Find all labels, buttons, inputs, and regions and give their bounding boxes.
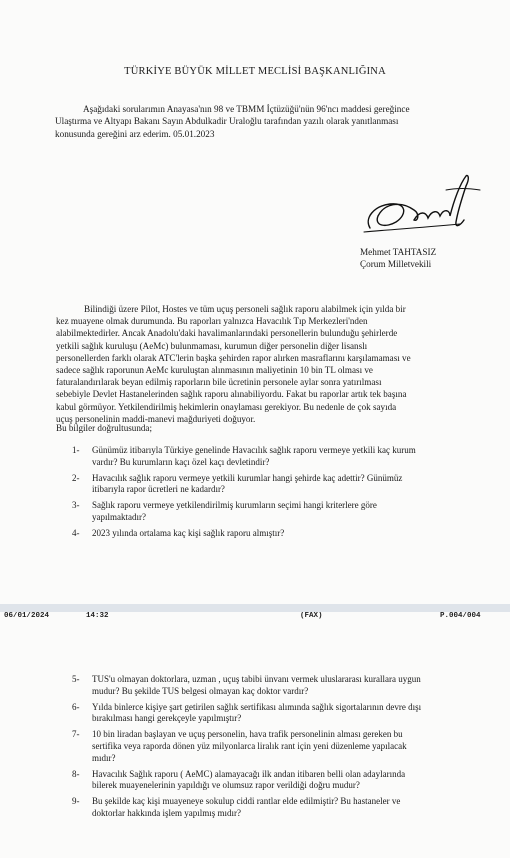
questions-lead: Bu bilgiler doğrultusunda;: [56, 423, 152, 433]
body-paragraph: Bilindiği üzere Pilot, Hostes ve tüm uçuş personeli sağlık raporu alabilmek için yılda bir kez muayene olmak durumunda. Bu raporları yalnızca Havacılık Tıp Merkezleri'nden alabilmektedirler. Ancak Anadolu'daki havalimanlarındaki personellerin bulunduğu şehirlerde yetkili sağlık kuruluşu (AeMc) bulunmaması, kurumun diğer personelin diğer lisanslı personellerden farklı olarak ATC'lerin başka şehirden rapor alırken masraflarını karşılamaması ve sadece sağlık raporunun AeMc kuruluştan alınmasının maliyetinin 10 bin TL olması ve faturalandırılarak beyan edilmiş raporların bile ücretinin personele aylar sonra yatırılması sebebiyle Devlet Hastanelerinden sağlık raporu alınabiliyordu. Fakat bu raporlar artık tek başına kabul görmüyor. Yetkilendirilmiş hekimlerin onaylaması gerekiyor. Bu nedenle de çok sayıda uçuş personelinin maddi-manevi mağduriyeti doğuyor.: [56, 304, 411, 424]
fax-time: 14:32: [86, 612, 109, 620]
question-item: 1- Günümüz itibarıyla Türkiye genelinde Havacılık sağlık raporu vermeye yetkili kaç kurum vardır? Bu kurumların kaçı özel kaçı devletindir?: [72, 445, 416, 467]
question-item: 9- Bu şekilde kaç kişi muayeneye sokulup ciddi rantlar elde edilmiştir? Bu hastaneler ve doktorlar hakkında işlem yapılmış mıdır?: [72, 796, 401, 818]
question-item: 7- 10 bin liradan başlayan ve uçuş personelin, hava trafik personelinin alması gereken bu sertifika veya raporda dönen yüz milyonlarca liralık rant için yeni düzenleme yapılacak mıdır?: [72, 729, 407, 763]
document-title: TÜRKİYE BÜYÜK MİLLET MECLİSİ BAŞKANLIĞINA: [124, 66, 386, 77]
fax-mid: (FAX): [300, 612, 323, 620]
signatory-title: Çorum Milletvekili: [360, 259, 432, 270]
question-item: 3- Sağlık raporu vermeye yetkilendirilmiş kurumların seçimi hangi kriterlere göre yapılmaktadır?: [72, 500, 377, 522]
question-item: 8- Havacılık Sağlık raporu ( AeMC) alamayacağı ilk andan itibaren belli olan adaylarında bilerek muayenelerinin yapıldığı ve olumsuz rapor verildiği doğru mudur?: [72, 768, 406, 791]
question-list-page-2: [60, 674, 430, 824]
question-item: 6- Yılda binlerce kişiye şart getirilen sağlık sertifikası alımında sağlık sigortalarının devre dışı bırakılması hangi gerekçeyle yapılmıştır?: [72, 701, 422, 724]
fax-page-number: P.004/004: [440, 612, 481, 620]
question-list-page-1: [60, 445, 430, 544]
intro-paragraph: Aşağıdaki sorularımın Anayasa'nın 98 ve TBMM İçtüzüğü'nün 96'ncı maddesi gereğince Ulaştırma ve Altyapı Bakanı Sayın Abdulkadir Uraloğlu tarafından yazılı olarak yanıtlanması konusunda gereğini arz ederim. 05.01.2023: [55, 104, 410, 139]
question-item: 5- TUS'u olmayan doktorlara, uzman , uçuş tabibi ünvanı vermek uluslararası kurallara uygun mudur? Bu şekilde TUS belgesi olmayan kaç doktor vardır?: [72, 674, 421, 696]
page-separator: [0, 604, 510, 612]
question-item: 4- 2023 yılında ortalama kaç kişi sağlık raporu almıştır?: [72, 527, 285, 538]
question-item: 2- Havacılık sağlık raporu vermeye yetkili kurumlar hangi şehirde kaç adettir? Günümüz itibarıyla rapor ücretleri ne kadardır?: [72, 472, 403, 495]
signatory-block: [360, 246, 436, 271]
fax-date: 06/01/2024: [4, 612, 50, 620]
fax-header: [0, 612, 510, 624]
signatory-name: Mehmet TAHTASIZ: [360, 247, 437, 257]
document-page-2: [0, 612, 510, 858]
